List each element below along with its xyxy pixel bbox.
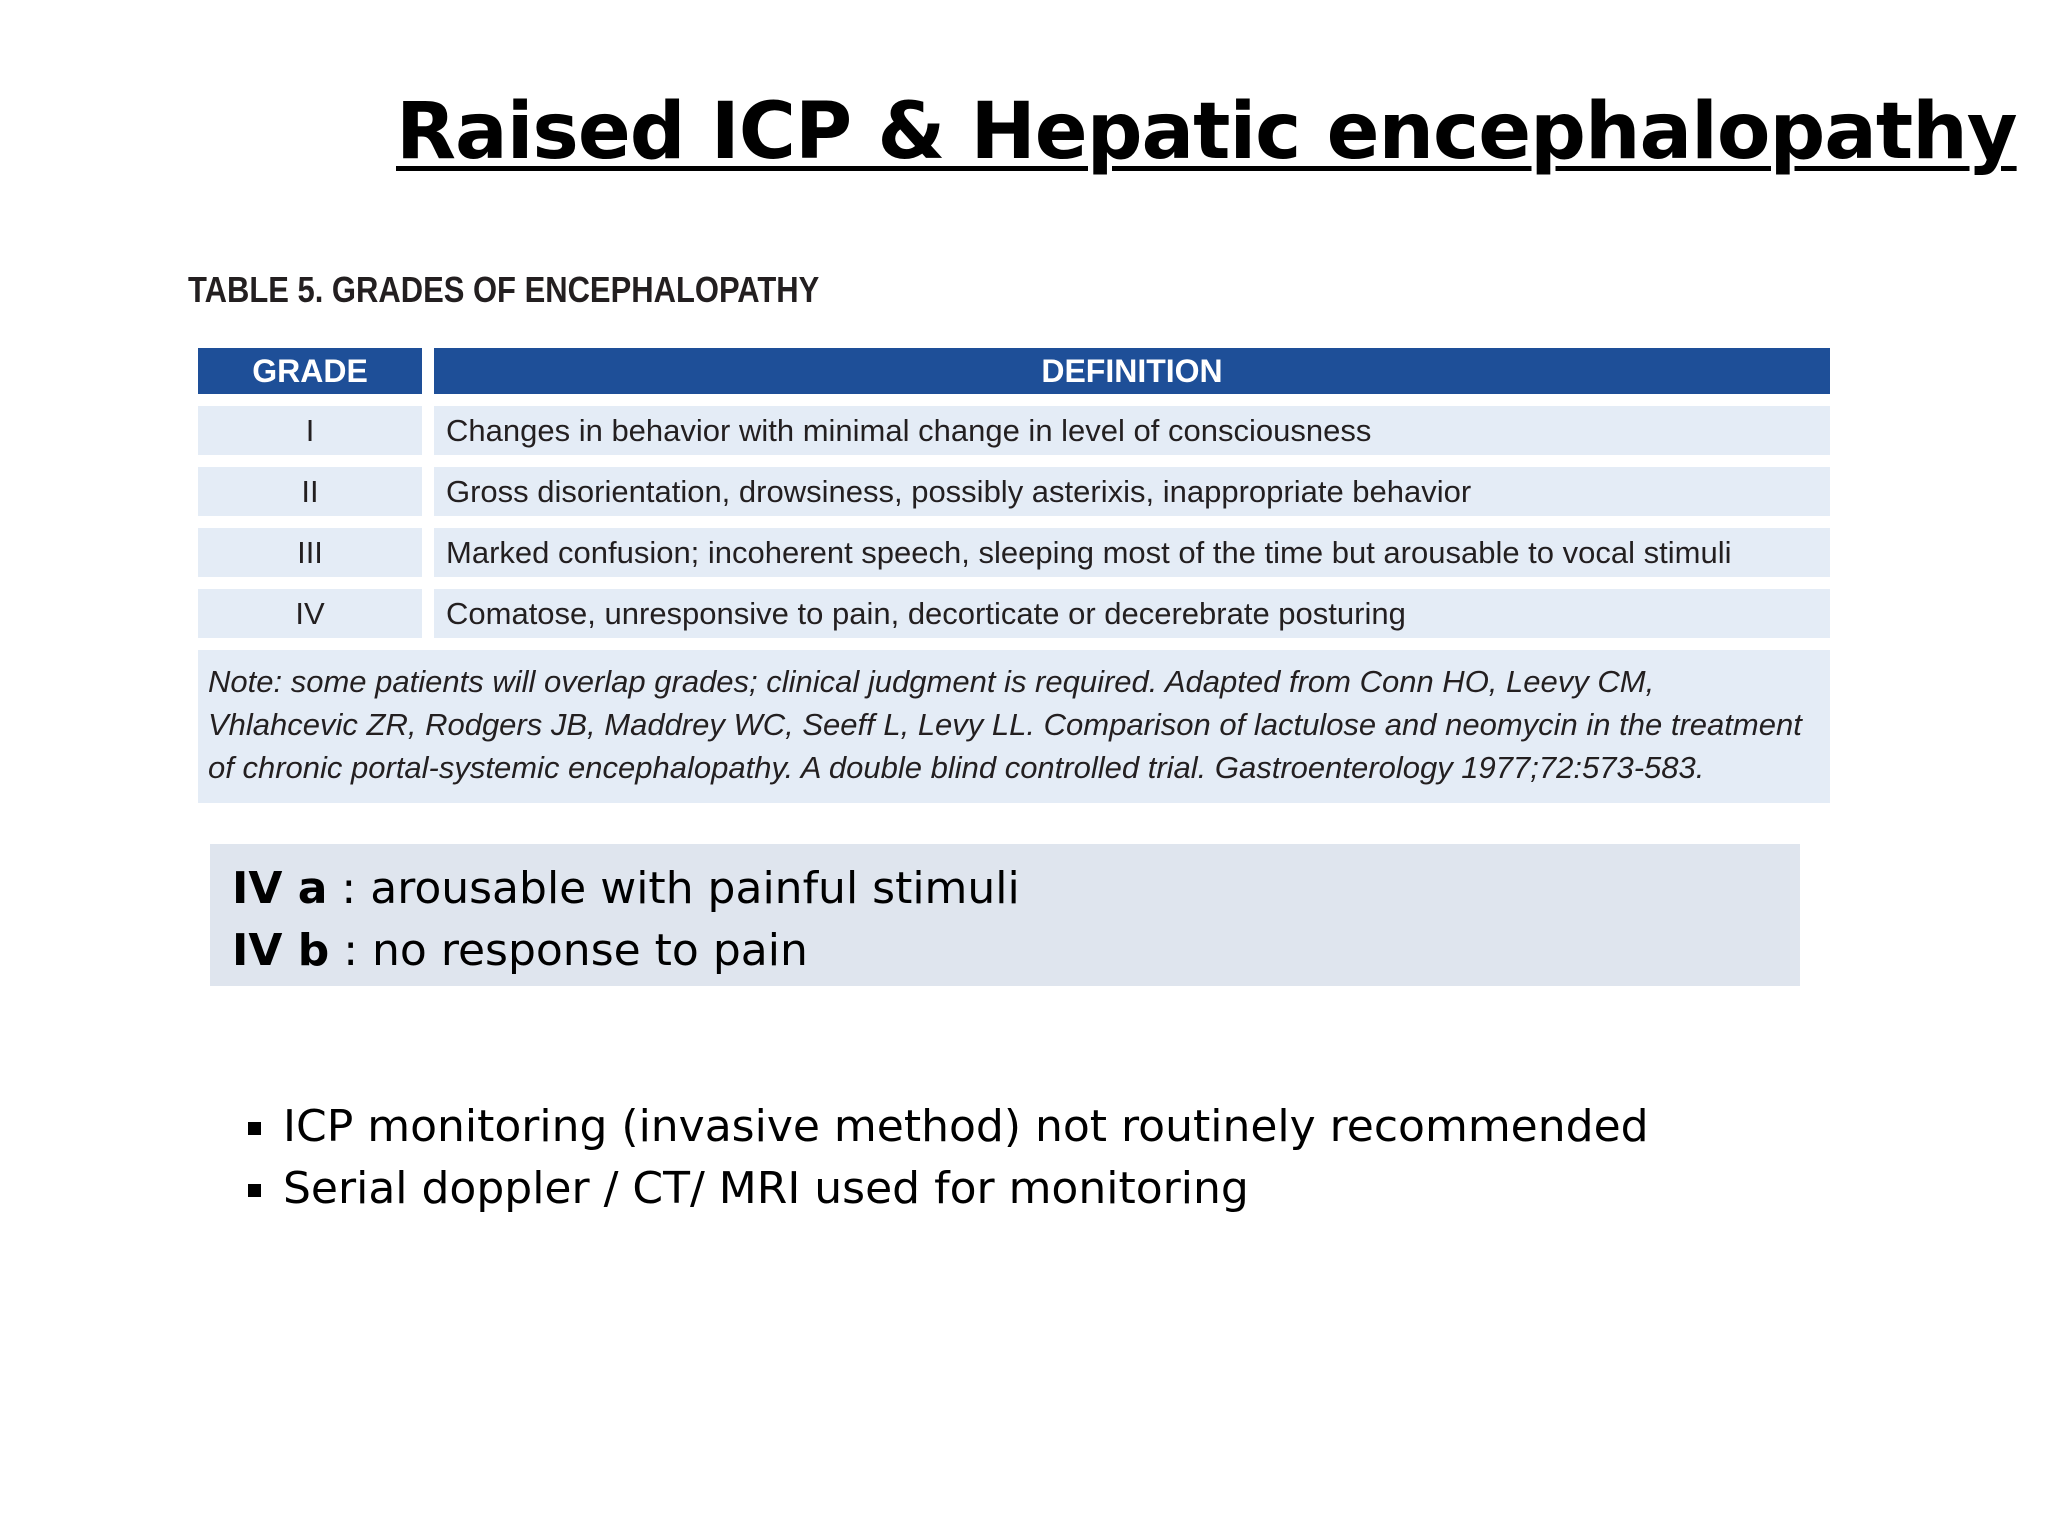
subgrade-text: : no response to pain [329, 925, 808, 976]
note-line: Note: some patients will overlap grades; clinical judgment is required. Adapted from Conn HO, Leevy CM, [208, 664, 1655, 699]
subgrade-label: IV b [232, 925, 330, 976]
slide-title: Raised ICP & Hepatic encephalopathy [396, 87, 2017, 177]
subgrade-text: : arousable with painful stimuli [327, 863, 1020, 914]
square-bullet-icon [248, 1184, 261, 1197]
table-row [198, 528, 1830, 577]
bullet-item [248, 1158, 1649, 1220]
definition-text: Marked confusion; incoherent speech, sleeping most of the time but arousable to vocal stimuli [446, 534, 1732, 570]
grade-cell: IV [198, 589, 422, 638]
table-note [198, 650, 1830, 803]
bullet-list [248, 1096, 1649, 1220]
grades-table [198, 348, 1830, 803]
table-row [198, 589, 1830, 638]
definition-cell [434, 589, 1830, 638]
grade-cell: I [198, 406, 422, 455]
subgrade-line [232, 858, 1800, 920]
subgrade-label: IV a [232, 863, 328, 914]
grade-cell: II [198, 467, 422, 516]
definition-cell [434, 528, 1830, 577]
bullet-text: Serial doppler / CT/ MRI used for monitoring [283, 1163, 1249, 1214]
bullet-item [248, 1096, 1649, 1158]
header-definition: DEFINITION [434, 348, 1830, 394]
grade-cell: III [198, 528, 422, 577]
table-row [198, 406, 1830, 455]
subgrade-box [210, 844, 1800, 986]
note-line: of chronic portal-systemic encephalopathy. A double blind controlled trial. Gastroenterology 1977;72:573-583. [208, 750, 1705, 785]
definition-text: Comatose, unresponsive to pain, decorticate or decerebrate posturing [446, 595, 1406, 631]
subgrade-line [232, 920, 1800, 982]
note-line: Vhlahcevic ZR, Rodgers JB, Maddrey WC, Seeff L, Levy LL. Comparison of lactulose and neomycin in the treatment [208, 707, 1802, 742]
square-bullet-icon [248, 1122, 261, 1135]
definition-text: Gross disorientation, drowsiness, possibly asterixis, inappropriate behavior [446, 473, 1472, 509]
table-row [198, 467, 1830, 516]
table-caption: TABLE 5. GRADES OF ENCEPHALOPATHY [188, 269, 820, 310]
header-grade: GRADE [198, 348, 422, 394]
definition-cell [434, 406, 1830, 455]
definition-cell [434, 467, 1830, 516]
definition-text: Changes in behavior with minimal change in level of consciousness [446, 412, 1372, 448]
bullet-text: ICP monitoring (invasive method) not routinely recommended [283, 1101, 1649, 1152]
table-header-row [198, 348, 1830, 394]
